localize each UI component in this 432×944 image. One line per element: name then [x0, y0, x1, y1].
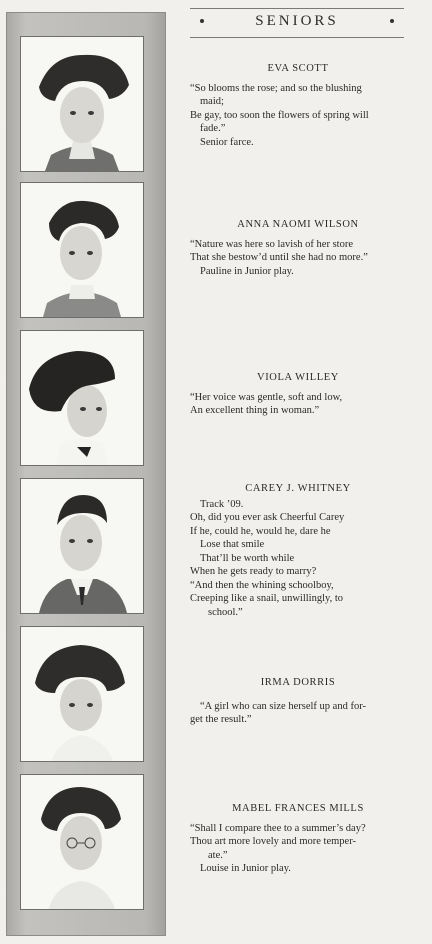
verse-line: Lose that smile	[200, 539, 265, 550]
verse-line: Oh, did you ever ask Cheerful Carey	[190, 512, 345, 523]
verse-line: When he gets ready to marry?	[190, 566, 317, 577]
quote-line: school.”	[208, 606, 243, 618]
senior-name: CAREY J. WHITNEY	[245, 483, 351, 494]
quote-line: That she bestow’d until she had no more.”	[190, 252, 368, 263]
senior-entry-irma-dorris	[190, 676, 406, 727]
senior-name: EVA SCOTT	[267, 63, 329, 74]
senior-name: IRMA DORRIS	[260, 677, 336, 688]
senior-entry-mabel-frances-mills	[190, 802, 406, 876]
verse-line: That’ll be worth while	[200, 552, 295, 564]
senior-entry-carey-j-whitney	[190, 482, 406, 619]
senior-entry-eva-scott	[190, 62, 406, 149]
activity-note: Senior farce.	[200, 136, 254, 148]
activity-note: Louise in Junior play.	[200, 863, 291, 874]
portrait-photo-eva-scott	[20, 36, 144, 172]
senior-name: ANNA NAOMI WILSON	[237, 219, 359, 230]
activity-note: Track ’09.	[200, 498, 244, 510]
senior-name: VIOLA WILLEY	[257, 372, 339, 383]
quote-line: “Shall I compare thee to a summer’s day?	[190, 822, 366, 834]
quote-line: Thou art more lovely and more temper-	[190, 836, 356, 847]
quote-line: Creeping like a snail, unwillingly, to	[190, 593, 344, 604]
page-header	[190, 8, 404, 38]
portrait-photo-mabel-frances-mills	[20, 774, 144, 910]
page-title: SENIORS	[255, 13, 339, 29]
portrait-photo-carey-j-whitney	[20, 478, 144, 614]
activity-note: Pauline in Junior play.	[200, 265, 294, 277]
senior-entry-viola-willey	[190, 371, 406, 418]
quote-line: “A girl who can size herself up and for-	[200, 700, 366, 712]
quote-line: “And then the whining schoolboy,	[190, 579, 334, 591]
portrait-photo-irma-dorris	[20, 626, 144, 762]
quote-line: An excellent thing in woman.”	[190, 405, 320, 416]
bullet-dot-icon	[390, 19, 394, 23]
verse-line: If he, could he, would he, dare he	[190, 525, 331, 537]
quote-line: ate.”	[208, 849, 228, 861]
quote-line: maid;	[200, 96, 224, 107]
senior-name: MABEL FRANCES MILLS	[232, 803, 364, 814]
portrait-photo-viola-willey	[20, 330, 144, 466]
quote-line: get the result.”	[190, 714, 252, 725]
portrait-photo-anna-naomi-wilson	[20, 182, 144, 318]
senior-entry-anna-naomi-wilson	[190, 218, 406, 278]
quote-line: fade.”	[200, 123, 226, 134]
quote-line: “Nature was here so lavish of her store	[190, 238, 353, 250]
quote-line: “Her voice was gentle, soft and low,	[190, 391, 343, 403]
quote-line: “So blooms the rose; and so the blushing	[190, 82, 362, 94]
quote-line: Be gay, too soon the flowers of spring will	[190, 109, 369, 121]
